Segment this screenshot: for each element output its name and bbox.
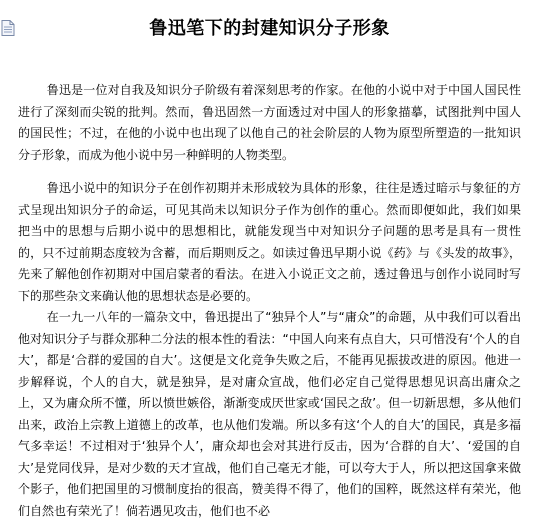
document-body — [18, 80, 521, 522]
paragraph-3: 在一九一八年的一篇杂文中，鲁迅提出了“独异个人”与“庸众”的命题，从中我们可以看出他对知识分子与群众那种二分法的根本性的看法：“中国人向来有点自大，只可惜没有‘个人的自大’，都是‘合群的爱国的自大’。这便是文化竞争失败之后，不能再见振拔改进的原因。他进一步解释说，个人的自大，就是独异，是对庸众宣战，他们必定自己觉得思想见识高出庸众之上，又为庸众所不懂，所以愤世嫉俗，渐渐变成厌世家或‘国民之敌’。但一切新思想，多从他们出来，政治上宗教上道德上的改革，也从他们发端。所以多有这‘个人的自大’的国民，真是多福气多幸运！不过相对于‘独异个人’，庸众却也会对其进行反击，因为‘合群的自大’、‘爱国的自大’是党同伐异，是对少数的天才宣战，他们自己毫无才能，可以夸大于人，所以把这国拿来做个影子，他们把国里的习惯制度抬的很高，赞美得不得了，他们的国粹，既然这样有荣光，他们自然也有荣光了！倘若遇见攻击，他们也不必 — [18, 310, 521, 518]
paragraph-1: 鲁迅是一位对自我及知识分子阶级有着深刻思考的作家。在他的小说中对于中国人国民性进行了深刻而尖锐的批判。然而，鲁迅固然一方面透过对中国人的形象描摹，试图批判中国人的国民性；不过，在他的小说中也出现了以他自己的社会阶层的人物为原型所塑造的一批知识分子形象，而成为他小说中另一种鲜明的人物类型。 — [18, 83, 521, 162]
document-title: 鲁迅笔下的封建知识分子形象 — [149, 18, 390, 39]
paragraph-2: 鲁迅小说中的知识分子在创作初期并未形成较为具体的形象，往往是透过暗示与象征的方式呈现出知识分子的命运，可见其尚未以知识分子作为创作的重心。然而即便如此，我们如果把当中的思想与后期小说中的思想相比，就能发现当中对知识分子问题的思考是具有一贯性的，只不过前期态度较为含蓄，而后期则反之。如读过鲁迅早期小说《药》与《头发的故事》，先来了解他创作初期对中国启蒙者的看法。在进入小说正文之前，透过鲁迅与创作小说同时写下的那些杂文来确认他的思想状态是必要的。 — [18, 181, 521, 303]
